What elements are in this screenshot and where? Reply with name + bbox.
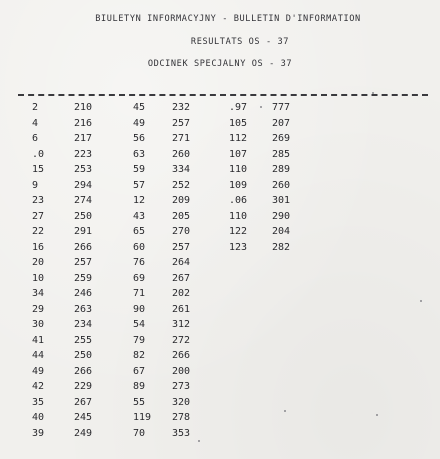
- table-cell: 267: [74, 396, 93, 408]
- table-cell: 59: [133, 164, 146, 175]
- table-cell: 253: [74, 164, 93, 175]
- table-cell: .0: [32, 148, 45, 160]
- table-cell: 105: [229, 117, 248, 129]
- table-cell: 353: [172, 427, 191, 439]
- table-cell: 110: [229, 210, 248, 222]
- table-cell: 267: [172, 272, 191, 284]
- table-cell: 312: [172, 319, 191, 330]
- table-cell: .06: [229, 195, 248, 206]
- table-cell: 41: [32, 334, 45, 346]
- table-cell: 777: [272, 102, 291, 113]
- table-cell: 290: [272, 210, 291, 222]
- table-cell: 35: [32, 396, 45, 408]
- table-cell: 57: [133, 179, 146, 191]
- bulletin-title: BIULETYN INFORMACYJNY - BULLETIN D'INFORMATION: [95, 14, 361, 24]
- table-cell: 67: [133, 365, 146, 377]
- table-cell: 207: [272, 117, 291, 129]
- table-cell: 285: [272, 148, 291, 160]
- table-cell: 44: [32, 350, 45, 361]
- table-cell: 40: [32, 412, 45, 423]
- table-cell: 76: [133, 257, 146, 268]
- dashed-divider: [18, 94, 428, 96]
- table-cell: 249: [74, 427, 93, 439]
- table-cell: 16: [32, 241, 45, 253]
- table-cell: 109: [229, 179, 248, 191]
- table-cell: 274: [74, 195, 93, 206]
- paper-speck: [420, 300, 422, 302]
- table-cell: 272: [172, 334, 191, 346]
- table-cell: 257: [74, 257, 93, 268]
- table-cell: 49: [133, 117, 146, 129]
- table-cell: 119: [133, 412, 152, 423]
- table-cell: 257: [172, 241, 191, 253]
- table-cell: 259: [74, 272, 93, 284]
- table-cell: 79: [133, 334, 146, 346]
- paper-speck: [372, 92, 374, 94]
- table-cell: 217: [74, 133, 93, 144]
- table-cell: 291: [74, 226, 93, 237]
- table-cell: 90: [133, 303, 146, 315]
- table-cell: 261: [172, 303, 191, 315]
- table-cell: 250: [74, 210, 93, 222]
- table-cell: 30: [32, 319, 45, 330]
- table-cell: 122: [229, 226, 248, 237]
- table-cell: 202: [172, 288, 191, 299]
- table-cell: 2: [32, 102, 39, 113]
- table-cell: 10: [32, 272, 45, 284]
- table-cell: 70: [133, 427, 146, 439]
- table-cell: 216: [74, 117, 93, 129]
- table-cell: 301: [272, 195, 291, 206]
- table-cell: 232: [172, 102, 191, 113]
- table-cell: 22: [32, 226, 45, 237]
- table-cell: 4: [32, 117, 39, 129]
- table-cell: 39: [32, 427, 45, 439]
- table-cell: 223: [74, 148, 93, 160]
- table-cell: 65: [133, 226, 146, 237]
- table-cell: 271: [172, 133, 191, 144]
- paper-speck: [260, 106, 262, 108]
- table-cell: 264: [172, 257, 191, 268]
- table-cell: 273: [172, 381, 191, 392]
- table-cell: 43: [133, 210, 146, 222]
- special-stage-subtitle: ODCINEK SPECJALNY OS - 37: [147, 59, 293, 69]
- table-cell: 260: [172, 148, 191, 160]
- table-cell: 246: [74, 288, 93, 299]
- results-table: [0, 103, 440, 453]
- table-cell: 63: [133, 148, 146, 160]
- paper-speck: [284, 410, 286, 412]
- table-cell: 266: [172, 350, 191, 361]
- table-cell: 6: [32, 133, 39, 144]
- table-cell: 263: [74, 303, 93, 315]
- table-cell: 257: [172, 117, 191, 129]
- table-cell: 255: [74, 334, 93, 346]
- table-cell: 260: [272, 179, 291, 191]
- table-cell: 205: [172, 210, 191, 222]
- table-cell: 45: [133, 102, 146, 113]
- table-cell: 123: [229, 241, 248, 253]
- table-cell: 27: [32, 210, 45, 222]
- table-cell: 200: [172, 365, 191, 377]
- table-cell: 107: [229, 148, 248, 160]
- table-cell: 34: [32, 288, 45, 299]
- table-cell: 229: [74, 381, 93, 392]
- table-cell: 294: [74, 179, 93, 191]
- table-cell: 12: [133, 195, 146, 206]
- table-cell: 252: [172, 179, 191, 191]
- table-cell: 20: [32, 257, 45, 268]
- table-cell: 209: [172, 195, 191, 206]
- paper-speck: [198, 440, 200, 442]
- table-cell: 60: [133, 241, 146, 253]
- table-cell: 9: [32, 179, 39, 191]
- table-cell: 266: [74, 241, 93, 253]
- table-cell: 269: [272, 133, 291, 144]
- table-cell: 49: [32, 365, 45, 377]
- table-cell: 334: [172, 164, 191, 175]
- table-cell: 71: [133, 288, 146, 299]
- table-cell: 23: [32, 195, 45, 206]
- table-cell: 112: [229, 133, 248, 144]
- table-cell: 210: [74, 102, 93, 113]
- table-cell: 29: [32, 303, 45, 315]
- table-cell: 54: [133, 319, 146, 330]
- table-cell: 250: [74, 350, 93, 361]
- table-cell: 82: [133, 350, 146, 361]
- table-cell: 270: [172, 226, 191, 237]
- table-cell: 69: [133, 272, 146, 284]
- table-cell: .97: [229, 102, 248, 113]
- table-cell: 15: [32, 164, 45, 175]
- table-cell: 278: [172, 412, 191, 423]
- table-cell: 55: [133, 396, 146, 408]
- table-cell: 204: [272, 226, 291, 237]
- table-cell: 42: [32, 381, 45, 392]
- results-subtitle: RESULTATS OS - 37: [190, 37, 290, 47]
- paper-speck: [376, 414, 378, 416]
- table-cell: 266: [74, 365, 93, 377]
- table-cell: 89: [133, 381, 146, 392]
- table-cell: 234: [74, 319, 93, 330]
- table-cell: 320: [172, 396, 191, 408]
- table-cell: 245: [74, 412, 93, 423]
- table-cell: 56: [133, 133, 146, 144]
- table-cell: 282: [272, 241, 291, 253]
- table-cell: 289: [272, 164, 291, 175]
- table-cell: 110: [229, 164, 248, 175]
